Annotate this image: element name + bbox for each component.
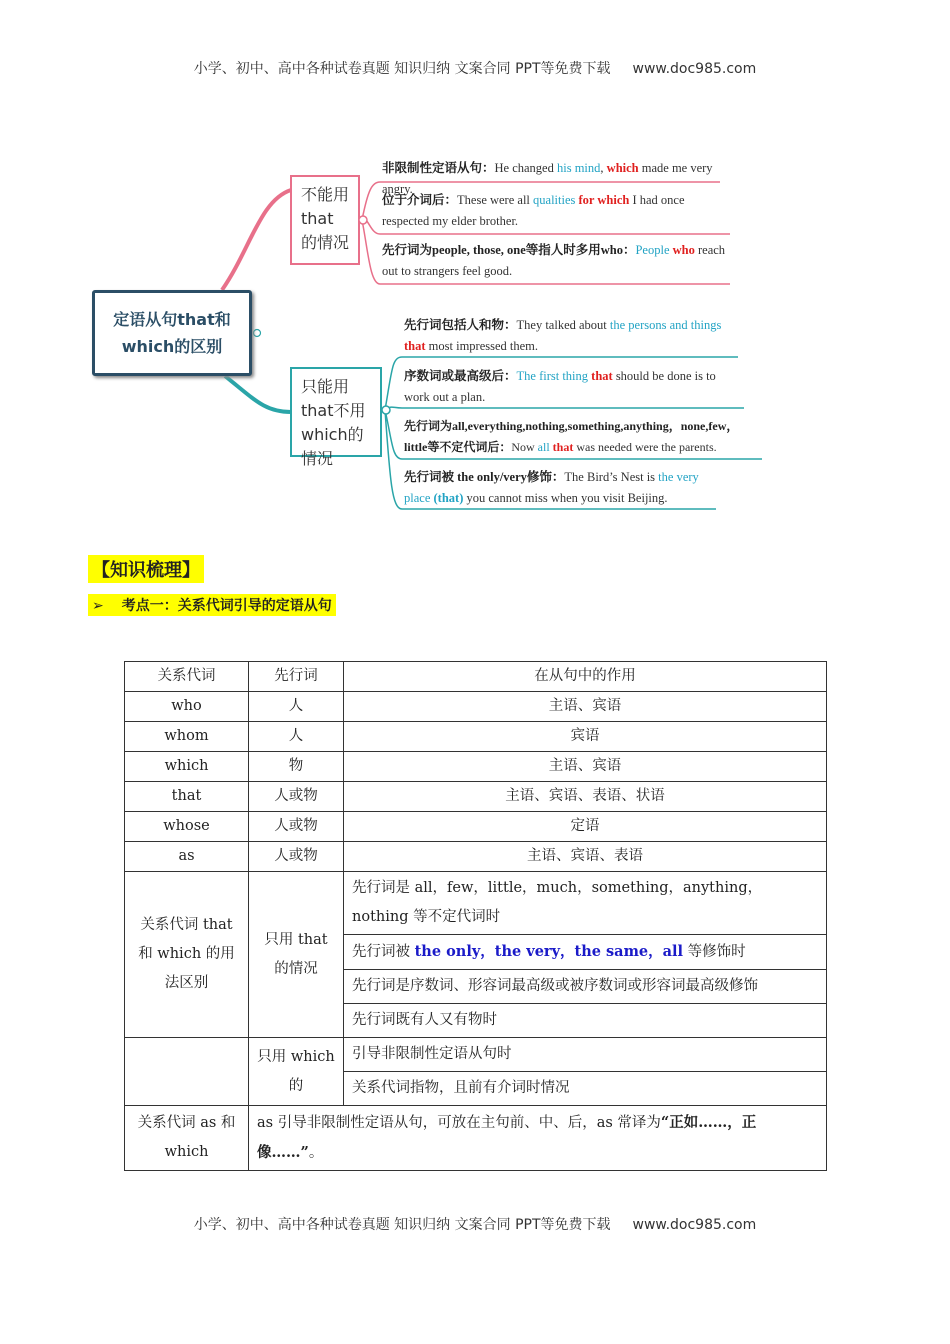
table-cell: 主语、宾语、表语、状语 bbox=[344, 782, 827, 812]
mindmap-item: 先行词包括人和物：They talked about the persons and things that most impressed them. bbox=[404, 318, 722, 353]
center-node bbox=[254, 330, 261, 337]
mindmap-item: 先行词被 the only/very修饰：The Bird’s Nest is the very place (that) you cannot miss when you visit Beijing. bbox=[404, 470, 699, 505]
connector-center-upper bbox=[222, 190, 291, 290]
table-cell: 宾语 bbox=[344, 722, 827, 752]
table-cell: which bbox=[125, 752, 249, 782]
mindmap-item: 序数词或最高级后：The first thing that should be done is to work out a plan. bbox=[404, 369, 716, 404]
branch-title-cannot-that: 不能用that的情况 bbox=[293, 178, 357, 262]
table-row bbox=[125, 1106, 827, 1171]
only-that-label: 只用 that 的情况 bbox=[249, 872, 344, 1038]
table-row bbox=[125, 782, 827, 812]
footer-site: www.doc985.com bbox=[632, 1217, 757, 1233]
table-cell: 先行词被 the only，the very，the same，all 等修饰时 bbox=[344, 935, 827, 970]
diff-group-label: 关系代词 that 和 which 的用法区别 bbox=[125, 872, 249, 1038]
connector-center-lower bbox=[225, 376, 291, 412]
table-cell: 主语、宾语 bbox=[344, 692, 827, 722]
mindmap-center bbox=[92, 290, 252, 376]
only-which-label: 只用 which 的 bbox=[249, 1038, 344, 1106]
table-header-cell: 在从句中的作用 bbox=[344, 662, 827, 692]
table-cell: that bbox=[125, 782, 249, 812]
table-cell: 人 bbox=[249, 722, 344, 752]
header-text: 小学、初中、高中各种试卷真题 知识归纳 文案合同 PPT等免费下载 bbox=[193, 61, 611, 77]
as-which-label: 关系代词 as 和 which bbox=[125, 1106, 249, 1171]
table-cell-empty bbox=[125, 1038, 249, 1106]
table-cell: 人或物 bbox=[249, 782, 344, 812]
table-cell: 物 bbox=[249, 752, 344, 782]
kaodian-text: 考点一：关系代词引导的定语从句 bbox=[121, 598, 332, 614]
branch-title-only-that: 只能用that不用which的情况 bbox=[293, 370, 379, 454]
table-cell: whom bbox=[125, 722, 249, 752]
table-row bbox=[125, 872, 827, 935]
lower-branch-node bbox=[382, 406, 390, 414]
mindmap-center-text: 定语从句that和which的区别 bbox=[113, 310, 231, 356]
mindmap-item: 先行词为all,everything,nothing,something,anything，none,few，little等不定代词后：Now all that was needed were the parents. bbox=[404, 419, 739, 454]
table-header-cell: 先行词 bbox=[249, 662, 344, 692]
table-cell: 定语 bbox=[344, 812, 827, 842]
table-row bbox=[125, 1038, 827, 1072]
section-title: 【知识梳理】 bbox=[88, 555, 204, 583]
table-cell: who bbox=[125, 692, 249, 722]
table-cell: 先行词是序数词、形容词最高级或被序数词或形容词最高级修饰 bbox=[344, 970, 827, 1004]
table-row bbox=[125, 722, 827, 752]
table-cell: 引导非限制性定语从句时 bbox=[344, 1038, 827, 1072]
table-cell: 先行词是 all，few，little，much，something，anything，nothing 等不定代词时 bbox=[344, 872, 827, 935]
table-cell: 主语、宾语、表语 bbox=[344, 842, 827, 872]
kaodian-heading bbox=[88, 594, 336, 616]
table-cell: 人或物 bbox=[249, 842, 344, 872]
table-cell: 主语、宾语 bbox=[344, 752, 827, 782]
table-cell: as bbox=[125, 842, 249, 872]
table-cell: 人或物 bbox=[249, 812, 344, 842]
table-row bbox=[125, 692, 827, 722]
table-cell: whose bbox=[125, 812, 249, 842]
table-cell: 关系代词指物，且前有介词时情况 bbox=[344, 1072, 827, 1106]
header-site: www.doc985.com bbox=[632, 61, 757, 77]
mindmap-item: 位于介词后：These were all qualities for which I had once respected my elder brother. bbox=[382, 193, 685, 228]
table-row bbox=[125, 752, 827, 782]
relative-pronoun-table bbox=[124, 661, 827, 1171]
table-cell: 先行词既有人又有物时 bbox=[344, 1004, 827, 1038]
table-header-cell: 关系代词 bbox=[125, 662, 249, 692]
mindmap-item: 先行词为people, those, one等指人时多用who：People who reach out to strangers feel good. bbox=[382, 243, 726, 278]
footer-text: 小学、初中、高中各种试卷真题 知识归纳 文案合同 PPT等免费下载 bbox=[193, 1217, 611, 1233]
upper-branch-node bbox=[359, 216, 367, 224]
arrow-right-icon: ➢ bbox=[92, 598, 104, 614]
table-row bbox=[125, 842, 827, 872]
table-header-row bbox=[125, 662, 827, 692]
page-footer bbox=[0, 1214, 950, 1234]
mindmap-item: 非限制性定语从句：He changed his mind, which made me very angry. bbox=[382, 161, 713, 196]
table-cell: as 引导非限制性定语从句，可放在主句前、中、后，as 常译为“正如……，正像……”。 bbox=[249, 1106, 827, 1171]
table-cell: 人 bbox=[249, 692, 344, 722]
table-row bbox=[125, 812, 827, 842]
